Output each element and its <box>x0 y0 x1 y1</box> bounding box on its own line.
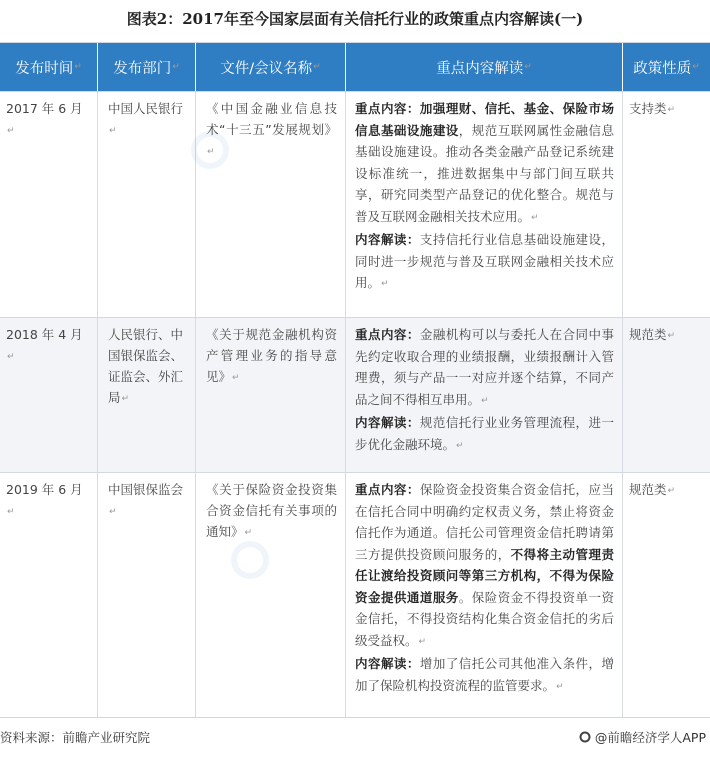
key-label: 重点内容： <box>355 482 420 497</box>
key-label: 重点内容： <box>355 327 420 342</box>
header-key: 重点内容解读 ↵ <box>346 43 623 91</box>
interp-text: 支持信托行业信息基础设施建设，同时进一步规范与普及互联网金融相关技术应用。 <box>355 232 614 290</box>
cell-key: 重点内容：加强理财、信托、基金、保险市场信息基础设施建设，规范互联网属性金融信息基础设施建设。推动各类金融产品登记系统建设标准统一，推进数据集中与部门间互联共享，研究同类型产品登记的优化整合。规范与普及互联网金融相关技术应用。↵ 内容解读：支持信托行业信息基础设施建设，同时进一步规范与普及互联网金融相关技术应用。↵ <box>346 92 623 317</box>
brand-text: @前瞻经济学人APP <box>594 730 706 745</box>
key-text: 金融机构可以与委托人在合同中事先约定收取合理的业绩报酬，业绩报酬计入管理费，须与产品一一对应并逐个结算，不同产品之间不得相互串用。 <box>355 327 614 407</box>
source-note: 资料来源：前瞻产业研究院 <box>0 730 151 745</box>
cell-key: 重点内容：金融机构可以与委托人在合同中事先约定收取合理的业绩报酬，业绩报酬计入管理费，须与产品一一对应并逐个结算，不同产品之间不得相互串用。↵ 内容解读：规范信托行业业务管理流程，进一步优化金融环境。↵ <box>346 318 623 472</box>
policy-table <box>0 42 710 718</box>
cell-date: 2019 年 6 月↵ <box>0 473 98 717</box>
key-rest: ，规范互联网属性金融信息基础设施建设。推动各类金融产品登记系统建设标准统一，推进数据集中与部门间互联共享，研究同类型产品登记的优化整合。规范与普及互联网金融相关技术应用。 <box>355 122 614 224</box>
table-row <box>0 317 710 472</box>
chart-title: 图表2：2017年至今国家层面有关信托行业的政策重点内容解读(一) <box>126 9 584 28</box>
header-date: 发布时间 ↵ <box>0 43 98 91</box>
cell-date: 2017 年 6 月↵ <box>0 92 98 317</box>
header-dept: 发布部门 ↵ <box>98 43 196 91</box>
cell-doc: 《关于规范金融机构资产管理业务的指导意见》↵ <box>196 318 346 472</box>
cell-dept: 中国银保监会↵ <box>98 473 196 717</box>
interp-label: 内容解读： <box>355 656 420 671</box>
brand-logo-icon <box>579 731 591 743</box>
header-doc: 文件/会议名称 ↵ <box>196 43 346 91</box>
cell-doc: 《中国金融业信息技术“十三五”发展规划》↵ <box>196 92 346 317</box>
table-header <box>0 43 710 91</box>
cell-key: 重点内容：保险资金投资集合资金信托，应当在信托合同中明确约定权责义务，禁止将资金信托作为通道。信托公司管理资金信托聘请第三方提供投资顾问服务的，不得将主动管理责任让渡给投资顾问等第三方机构，不得为保险资金提供通道服务。保险资金不得投资单一资金信托，不得投资结构化集合资金信托的劣后级受益权。↵ 内容解读：增加了信托公司其他准入条件，增加了保险机构投资流程的监管要求。↵ <box>346 473 623 717</box>
interp-text: 增加了信托公司其他准入条件，增加了保险机构投资流程的监管要求。 <box>355 656 614 693</box>
key-label: 重点内容： <box>355 101 420 116</box>
table-row <box>0 472 710 717</box>
interp-label: 内容解读： <box>355 415 420 430</box>
interp-label: 内容解读： <box>355 232 420 247</box>
header-nature: 政策性质 ↵ <box>633 60 700 77</box>
key-text-a: 保险资金投资集合资金信托，应当在信托合同中明确约定权责义务，禁止将资金信托作为通道。信托公司管理资金信托聘请第三方提供投资顾问服务的， <box>355 482 614 562</box>
key-text-b: 。保险资金不得投资单一资金信托，不得投资结构化集合资金信托的劣后级受益权。 <box>355 589 614 648</box>
cell-doc: 《关于保险资金投资集合资金信托有关事项的通知》↵ <box>196 473 346 717</box>
footer <box>0 722 710 752</box>
key-bold: 加强理财、信托、基金、保险市场信息基础设施建设 <box>355 101 614 138</box>
interp-text: 规范信托行业业务管理流程，进一步优化金融环境。 <box>355 415 614 452</box>
cell-nature: 支持类↵ <box>629 101 676 116</box>
brand-tag <box>579 728 710 746</box>
cell-date: 2018 年 4 月↵ <box>0 318 98 472</box>
cell-dept: 人民银行、中国银保监会、证监会、外汇局↵ <box>98 318 196 472</box>
cell-dept: 中国人民银行↵ <box>98 92 196 317</box>
cell-nature: 规范类↵ <box>629 482 676 497</box>
cell-nature: 规范类↵ <box>629 327 676 342</box>
table-row <box>0 91 710 317</box>
key-bold: 不得将主动管理责任让渡给投资顾问等第三方机构，不得为保险资金提供通道服务 <box>355 546 614 605</box>
